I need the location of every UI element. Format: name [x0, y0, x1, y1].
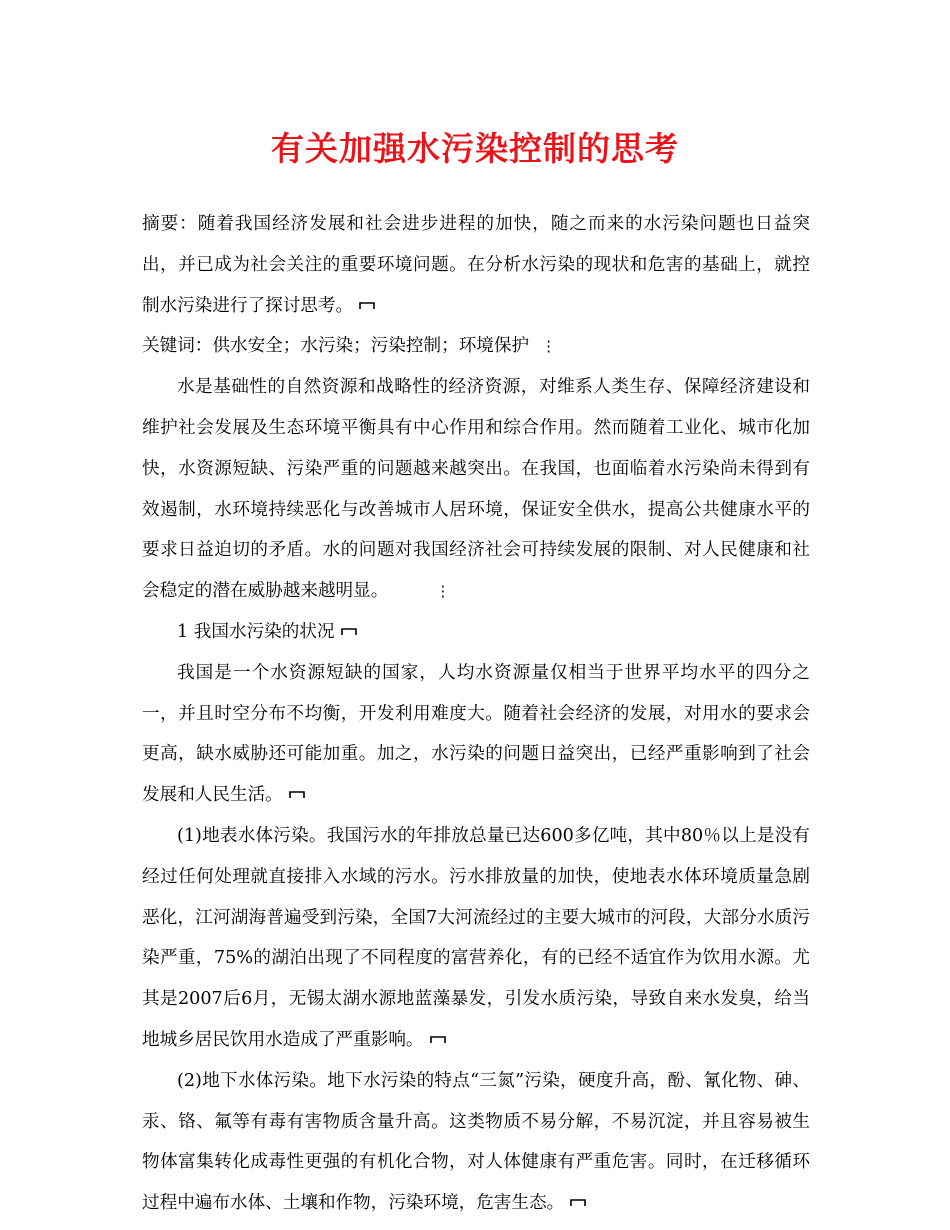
- item1-paragraph: [142, 816, 810, 1061]
- paragraph-mark-icon: [359, 302, 375, 310]
- document-body: [142, 204, 810, 1224]
- item1-text: (1)地表水体污染。我国污水的年排放总量已达600多亿吨，其中80％以上是没有经过任何处理就直接排入水域的污水。污水排放量的加快，使地表水体环境质量急剧恶化，江河湖海普遍受到污染，全国7大河流经过的主要大城市的河段，大部分水质污染严重，75%的湖泊出现了不同程度的富营养化，有的已经不适宜作为饮用水源。尤其是2007后6月，无锡太湖水源地蓝藻暴发，引发水质污染，导致自来水发臭，给当地城乡居民饮用水造成了严重影响。: [142, 825, 810, 1050]
- section1-text: 我国是一个水资源短缺的国家，人均水资源量仅相当于世界平均水平的四分之一，并且时空分布不均衡，开发利用难度大。随着社会经济的发展，对用水的要求会更高，缺水威胁还可能加重。加之，水污染的问题日益突出，已经严重影响到了社会发展和人民生活。: [142, 662, 810, 806]
- section1-paragraph: [142, 653, 810, 816]
- paragraph-mark-icon: [341, 628, 357, 636]
- paragraph-mark-icon: [570, 1199, 586, 1207]
- ellipsis-mark-icon: ⋮: [435, 582, 451, 601]
- ellipsis-mark-icon: ⋮: [541, 337, 557, 356]
- paragraph-mark-icon: [289, 791, 305, 799]
- item2-paragraph: [142, 1061, 810, 1224]
- paragraph-mark-icon: [430, 1036, 446, 1044]
- intro-paragraph: [142, 367, 810, 612]
- intro-text: 水是基础性的自然资源和战略性的经济资源，对维系人类生存、保障经济建设和维护社会发展及生态环境平衡具有中心作用和综合作用。然而随着工业化、城市化加快，水资源短缺、污染严重的问题越来越突出。在我国，也面临着水污染尚未得到有效遏制，水环境持续恶化与改善城市人居环境，保证安全供水，提高公共健康水平的要求日益迫切的矛盾。水的问题对我国经济社会可持续发展的限制、对人民健康和社会稳定的潜在威胁越来越明显。: [142, 377, 810, 602]
- keywords-text: 关键词：供水安全；水污染；污染控制；环境保护: [142, 336, 530, 357]
- keywords-paragraph: [142, 326, 810, 367]
- section1-heading: [142, 612, 810, 653]
- abstract-text: 摘要：随着我国经济发展和社会进步进程的加快，随之而来的水污染问题也日益突出，并已成为社会关注的重要环境问题。在分析水污染的现状和危害的基础上，就控制水污染进行了探讨思考。: [142, 214, 810, 316]
- document-title: 有关加强水污染控制的思考: [271, 129, 679, 168]
- abstract-paragraph: [142, 204, 810, 326]
- section1-heading-text: 1 我国水污染的状况: [177, 621, 335, 642]
- item2-text: (2)地下水体污染。地下水污染的特点“三氮”污染，硬度升高，酚、氰化物、砷、汞、铬、氟等有毒有害物质含量升高。这类物质不易分解，不易沉淀，并且容易被生物体富集转化成毒性更强的有机化合物，对人体健康有严重危害。同时，在迁移循环过程中遍布水体、土壤和作物，污染环境，危害生态。: [142, 1070, 810, 1214]
